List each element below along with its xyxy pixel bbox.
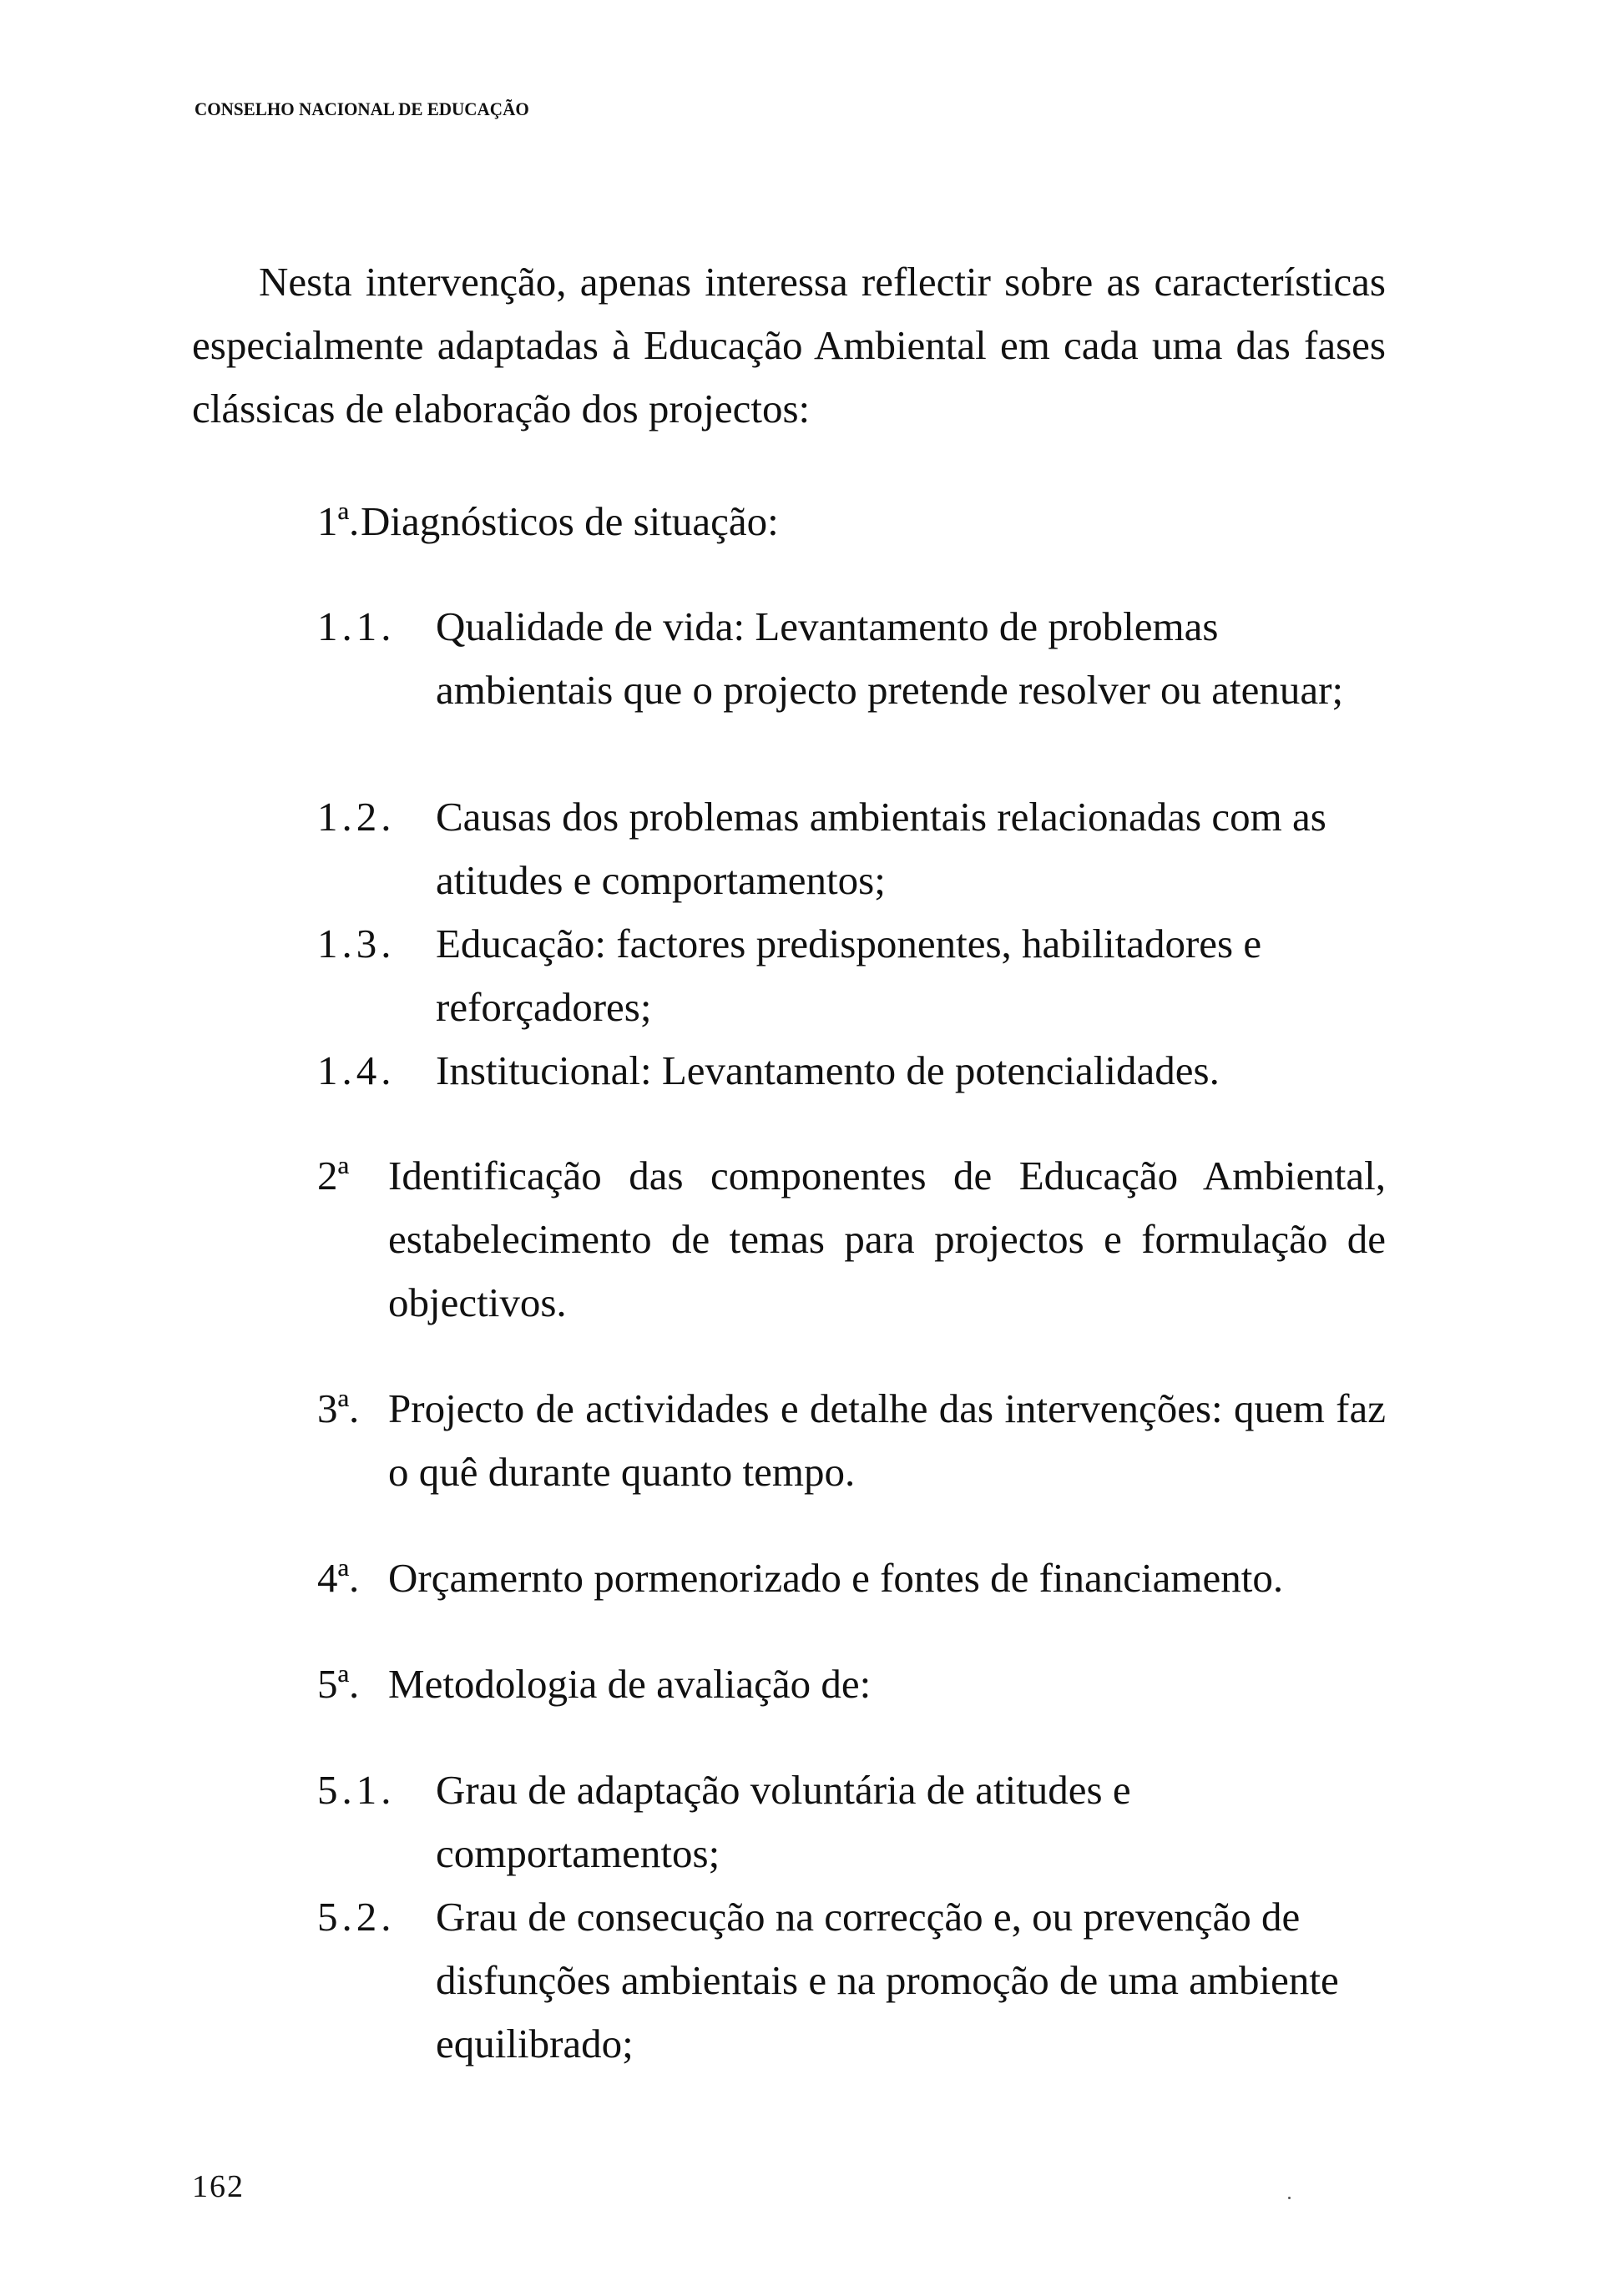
item-5-2-text: Grau de consecução na correcção e, ou prevenção de disfunções ambientais e na promoção de uma ambiente equilibrado; [436,1894,1339,2066]
item-1-2-text: Causas dos problemas ambientais relacionadas com as atitudes e comportamentos; [436,794,1326,903]
item-5-2 [317,1885,1402,2076]
phase-3-number: 3ª. [317,1385,360,1431]
phase-5 [317,1653,1402,1716]
phase-5-text: Metodologia de avaliação de: [388,1661,872,1707]
item-1-1 [317,595,1402,785]
item-1-3-number: 1.3. [317,921,396,966]
item-5-2-number: 5.2. [317,1894,396,1940]
page-number: 162 [192,2169,245,2204]
phase-2 [317,1144,1402,1335]
item-1-1-text: Qualidade de vida: Levantamento de problemas ambientais que o projecto pretende resolver ou atenuar; [436,603,1344,713]
intro-paragraph: Nesta intervenção, apenas interessa reflectir sobre as características especialmente adaptadas à Educação Ambiental em cada uma das fases clássicas de elaboração dos projectos: [192,259,1386,431]
phase-4 [317,1547,1402,1610]
scan-speck [1288,2197,1291,2199]
item-5-1 [317,1759,1402,1885]
phase-3 [317,1377,1402,1504]
item-1-1-number: 1.1. [317,603,396,649]
item-1-3 [317,912,1402,1039]
phase-2-text: Identificação das componentes de Educação Ambiental, estabelecimento de temas para projectos e formulação de objectivos. [388,1153,1386,1325]
item-1-2 [317,785,1402,912]
running-head: CONSELHO NACIONAL DE EDUCAÇÃO [195,98,529,119]
item-5-1-text: Grau de adaptação voluntária de atitudes e comportamentos; [436,1767,1131,1876]
phase-2-number: 2ª [317,1153,350,1198]
item-1-4 [317,1039,1402,1103]
phase-3-text: Projecto de actividades e detalhe das intervenções: quem faz o quê durante quanto tempo. [388,1385,1386,1495]
phase-5-number: 5ª. [317,1661,360,1707]
item-1-3-text: Educação: factores predisponentes, habilitadores e reforçadores; [436,921,1262,1030]
item-1-2-number: 1.2. [317,794,396,840]
phase-4-text: Orçamernto pormenorizado e fontes de financiamento. [388,1555,1284,1601]
item-5-1-number: 5.1. [317,1767,396,1813]
phase-1 [317,490,1402,553]
phase-1-number: 1ª. [317,498,360,544]
item-1-4-text: Institucional: Levantamento de potencialidades. [436,1047,1220,1093]
phase-1-text: Diagnósticos de situação: [361,498,779,544]
phase-4-number: 4ª. [317,1555,360,1601]
item-1-4-number: 1.4. [317,1047,396,1093]
